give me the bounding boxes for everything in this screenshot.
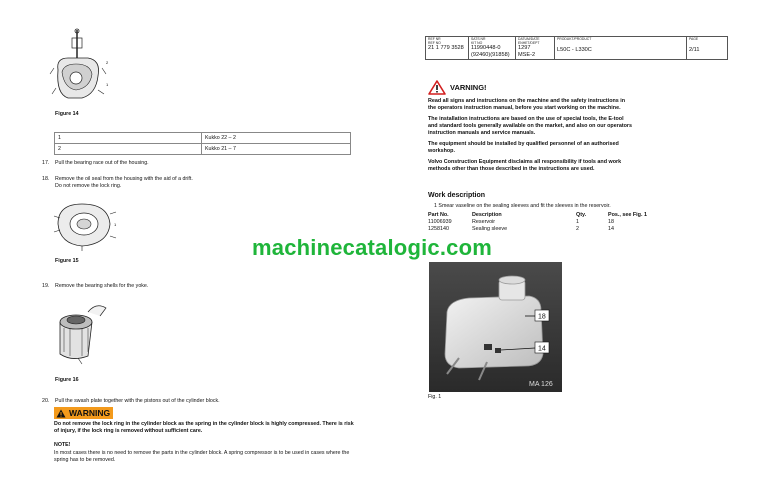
column-header: Part No. bbox=[428, 212, 449, 218]
product-value: L50C - L330C bbox=[557, 47, 592, 53]
page-cell bbox=[687, 37, 728, 60]
safety-paragraph: The installation instructions are based on the use of special tools, the E-tool and standard tools generally available on the market, and also on our operators instruction manuals and service manuals. bbox=[428, 116, 632, 136]
figure-14-drawing bbox=[46, 28, 116, 108]
column-header: Pos., see Fig. 1 bbox=[608, 212, 647, 218]
table-cell: 11006939 bbox=[428, 219, 452, 225]
kit-cell bbox=[469, 37, 516, 60]
table-row bbox=[428, 226, 651, 233]
step-text: Pull the bearing race out of the housing. bbox=[55, 160, 149, 166]
ref-label-2: REF NO bbox=[428, 41, 441, 45]
svg-text:2: 2 bbox=[106, 60, 109, 65]
note-title: NOTE! bbox=[54, 442, 71, 448]
ref-value: 21 1 779 3528 bbox=[428, 45, 464, 51]
kit-value-2: (92460)(91858) bbox=[471, 52, 510, 58]
callout-18-label: 18 bbox=[538, 313, 546, 321]
table-cell: 1258140 bbox=[428, 226, 449, 232]
parts-table bbox=[428, 212, 651, 233]
figure-15-drawing bbox=[52, 196, 120, 252]
table-cell: 2 bbox=[576, 226, 579, 232]
table-cell: 1 bbox=[576, 219, 579, 225]
page-value: 2/11 bbox=[689, 47, 700, 53]
work-description-title: Work description bbox=[428, 192, 486, 199]
product-cell bbox=[555, 37, 687, 60]
page-label: PAGE bbox=[689, 37, 699, 41]
photo-stamp: MA 126 bbox=[529, 381, 553, 388]
dept-value: MSE-2 bbox=[518, 52, 536, 58]
table-cell: 18 bbox=[608, 219, 614, 225]
dept-label: ENHET/DEPT bbox=[518, 41, 540, 45]
step-text: Remove the bearing shells for the yoke. bbox=[55, 283, 149, 289]
warning-triangle-icon bbox=[56, 409, 66, 418]
date-label: DATUM/DATE bbox=[518, 37, 540, 41]
kit-label-2: KIT NO bbox=[471, 41, 483, 45]
safety-instructions bbox=[428, 98, 633, 177]
safety-paragraph: The equipment should be installed by qualified personnel of an authorised workshop. bbox=[428, 141, 619, 154]
callout-14-label: 14 bbox=[538, 345, 546, 353]
table-row bbox=[55, 133, 351, 144]
table-cell: 14 bbox=[608, 226, 614, 232]
table-row bbox=[428, 219, 651, 226]
column-header: Description bbox=[472, 212, 502, 218]
date-value: 1297 bbox=[518, 45, 531, 51]
safety-paragraph: Read all signs and instructions on the machine and the safety instructions in the operators instruction manual, before you start working on the machine. bbox=[428, 98, 626, 111]
column-header: Qty. bbox=[576, 212, 587, 218]
reservoir-photo bbox=[429, 262, 562, 392]
table-cell: Kukko 22 – 2 bbox=[202, 133, 351, 144]
step-number: 18. bbox=[42, 176, 50, 182]
step-18 bbox=[42, 176, 342, 192]
step-20 bbox=[42, 398, 342, 406]
warning-text: Do not remove the lock ring in the cylinder block as the spring in the cylinder block is highly compressed. There is risk of injury, if the lock ring is removed without sufficient care. bbox=[54, 421, 354, 434]
product-label: PRODUKT/PRODUCT bbox=[557, 37, 592, 41]
step-text: Remove the oil seal from the housing with the aid of a drift. bbox=[55, 176, 193, 182]
table-header-row bbox=[428, 212, 651, 219]
work-step: 1 Smear vaseline on the sealing sleeves and fit the sleeves in the reservoir. bbox=[434, 203, 611, 209]
table-cell: 1 bbox=[55, 133, 202, 144]
tool-table bbox=[54, 132, 351, 155]
table-cell: Sealing sleeve bbox=[472, 226, 508, 232]
fig-1-caption: Fig. 1 bbox=[428, 394, 442, 400]
figure-14-caption: Figure 14 bbox=[55, 111, 79, 117]
note-text: In most cases there is no need to remove the parts in the cylinder block. A spring compressor is to be used in cases where the spring has to be removed. bbox=[54, 450, 350, 463]
document-header-table bbox=[425, 36, 728, 60]
svg-text:1: 1 bbox=[106, 82, 109, 87]
ref-cell bbox=[426, 37, 469, 60]
safety-paragraph: Volvo Construction Equipment disclaims all responsibility if tools and work methods other than those described in the instructions are used. bbox=[428, 159, 622, 172]
kit-value: 11990448-0 bbox=[471, 45, 501, 51]
watermark-text: machinecatalogic.com bbox=[252, 235, 492, 260]
table-cell: 2 bbox=[55, 144, 202, 155]
step-17 bbox=[42, 160, 342, 168]
step-number: 20. bbox=[42, 398, 50, 404]
varning-label: VARNING! bbox=[450, 83, 487, 92]
step-number: 19. bbox=[42, 283, 50, 289]
table-row bbox=[55, 144, 351, 155]
step-19 bbox=[42, 283, 342, 291]
figure-16-drawing bbox=[48, 298, 112, 366]
svg-text:1: 1 bbox=[114, 222, 117, 227]
warning-label: WARNING bbox=[69, 408, 111, 418]
warning-triangle-icon bbox=[428, 80, 446, 95]
step-number: 17. bbox=[42, 160, 50, 166]
ref-label: REF NR bbox=[428, 37, 441, 41]
step-text: Pull the swash plate together with the pistons out of the cylinder block. bbox=[55, 398, 220, 404]
step-text-2: Do not remove the lock ring. bbox=[55, 183, 122, 189]
figure-16-caption: Figure 16 bbox=[55, 377, 79, 383]
table-cell: Reservoir bbox=[472, 219, 496, 225]
date-cell bbox=[516, 37, 555, 60]
kit-label: SATS NR bbox=[471, 37, 486, 41]
table-row bbox=[426, 37, 728, 60]
table-cell: Kukko 21 – 7 bbox=[202, 144, 351, 155]
warning-banner bbox=[54, 407, 113, 419]
figure-15-caption: Figure 15 bbox=[55, 258, 79, 264]
